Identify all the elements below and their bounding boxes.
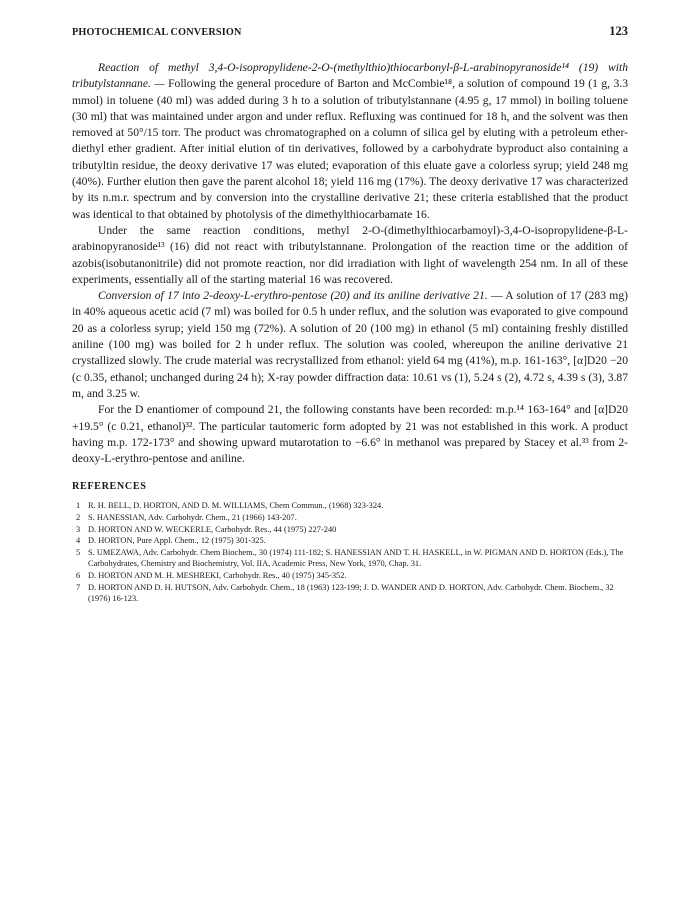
paragraph-no-reaction xyxy=(72,223,628,288)
section-title-tributylstannane: Reaction of methyl 3,4-O-isopropylidene-2-O-(methylthio)thiocarbonyl-β-L-arabinopyranoside¹⁴ (19) with tributylstannane. — xyxy=(72,61,628,91)
paragraph-text: Following the general procedure of Barton and McCombie¹⁸, a solution of compound 19 (1 g, 3.3 mmol) in toluene (40 ml) was added during 3 h to a solution of tributylstannane (4.95 g, 17 mmol) in boiling toluene (30 ml) that was maintained under argon and under reflux. Refluxing was continued for 18 h, and the solvent was then removed at 50°/15 torr. The product was chromatographed on a column of silica gel by eluting with a petroleum ether-diethyl ether gradient. After initial elution of tin derivatives, followed by a carbohydrate byproduct also containing a tributyltin residue, the deoxy derivative 17 was eluted; evaporation of this eluate gave a colorless syrup; yield 248 mg (40%). Further elution then gave the parent alcohol 18; yield 116 mg (17%). The deoxy derivative 17 was characterized by its n.m.r. spectrum and by conversion into the crystalline derivative 21; these criteria established that the product was identical to that obtained by photolysis of the dimethylthiocarbamate 16. xyxy=(72,77,628,221)
reference-item xyxy=(72,535,628,547)
reference-item xyxy=(72,582,628,605)
running-title: PHOTOCHEMICAL CONVERSION xyxy=(72,27,242,38)
reference-text: D. HORTON AND M. H. MESHREKI, Carbohydr. Res., 40 (1975) 345-352. xyxy=(88,570,347,580)
reference-number: 7 xyxy=(76,582,81,592)
paragraph-d-enantiomer xyxy=(72,402,628,467)
paragraph-conversion xyxy=(72,288,628,402)
reference-number: 5 xyxy=(76,547,81,557)
body-text xyxy=(72,60,628,467)
running-head xyxy=(72,24,628,46)
reference-item xyxy=(72,500,628,512)
section-title-conversion: Conversion of 17 into 2-deoxy-L-erythro-pentose (20) and its aniline derivative 21. xyxy=(98,289,488,303)
reference-number: 6 xyxy=(76,570,81,580)
reference-number: 2 xyxy=(76,513,81,523)
references-heading: REFERENCES xyxy=(72,481,147,493)
reference-list xyxy=(72,500,628,604)
reference-item xyxy=(72,570,628,582)
reference-text: D. HORTON AND W. WECKERLE, Carbohydr. Res., 44 (1975) 227-240 xyxy=(88,524,337,534)
paragraph-text: For the D enantiomer of compound 21, the following constants have been recorded: m.p.¹⁴ 163-164° and [α]D20 +19.5° (c 0.21, ethanol)³². The particular tautomeric form adopted by 21 was not established in this work. A product having m.p. 172-173° and showing upward mutarotation to −6.6° in methanol was prepared by Stacey et al.³³ from 2-deoxy-L-erythro-pentose and aniline. xyxy=(72,403,628,466)
paragraph-tributylstannane-reaction xyxy=(72,60,628,223)
paragraph-text: — A solution of 17 (283 mg) in 40% aqueous acetic acid (7 ml) was boiled for 0.5 h under reflux, and the solution was evaporated to give compound 20 as a colorless syrup; yield 150 mg (72%). A solution of 20 (100 mg) in ethanol (5 ml) containing freshly distilled aniline (100 mg) was boiled for 2 h under reflux. The solution was cooled, whereupon the aniline derivative 21 crystallized slowly. The crude material was recrystallized from ethanol: yield 64 mg (41%), m.p. 161-163°, [α]D20 −20 (c 0.35, ethanol; unchanged during 24 h); X-ray powder diffraction data: 10.61 vs (1), 5.24 s (2), 4.72 s, 4.39 s (3), 3.87 m, and 3.25 w. xyxy=(72,289,628,400)
paragraph-text: Under the same reaction conditions, methyl 2-O-(dimethylthiocarbamoyl)-3,4-O-isopropylidene-β-L-arabinopyranoside¹³ (16) did not react with tributylstannane. Prolongation of the reaction time or the addition of azobis(isobutanonitrile) did not promote reaction, nor did irradiation with light of wavelength 254 nm. In all of these experiments, essentially all of the starting material 16 was recovered. xyxy=(72,223,628,286)
reference-text: D. HORTON AND D. H. HUTSON, Adv. Carbohydr. Chem., 18 (1963) 123-199; J. D. WANDER AND D. HORTON, Adv. Carbohydr. Chem. Biochem., 32 (1976) 16-123. xyxy=(88,582,614,604)
page-number: 123 xyxy=(609,24,628,38)
reference-text: S. UMEZAWA, Adv. Carbohydr. Chem Biochem., 30 (1974) 111-182; S. HANESSIAN AND T. H. HASKELL, in W. PIGMAN AND D. HORTON (Eds.), The Carbohydrates, Chemistry and Biochemistry, Vol. IIA, Academic Press, New York, 1970, Chap. 31. xyxy=(88,547,624,569)
reference-number: 1 xyxy=(76,501,81,511)
reference-text: D. HORTON, Pure Appl. Chem., 12 (1975) 301-325. xyxy=(88,536,266,546)
reference-text: R. H. BELL, D. HORTON, AND D. M. WILLIAMS, Chem Commun., (1968) 323-324. xyxy=(88,501,384,511)
reference-number: 3 xyxy=(76,524,81,534)
reference-item xyxy=(72,547,628,570)
reference-item xyxy=(72,512,628,524)
reference-text: S. HANESSIAN, Adv. Carbohydr. Chem., 21 (1966) 143-207. xyxy=(88,513,297,523)
reference-item xyxy=(72,524,628,536)
reference-number: 4 xyxy=(76,536,81,546)
